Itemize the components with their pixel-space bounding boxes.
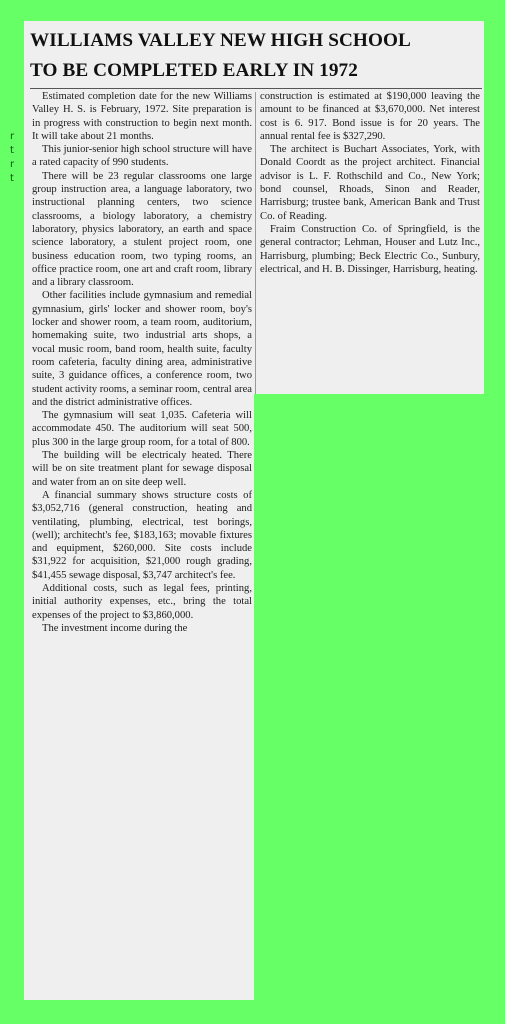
article-paragraph: Fraim Construction Co. of Springfield, is the general contractor; Lehman, Houser and Lutz Inc., Harrisburg, plumbing; Beck Electric Co., Sunbury, electrical, and H. B. Dissinger, Harrisburg, heating. [260, 223, 480, 275]
margin-mark: r [10, 159, 15, 170]
article-paragraph: The gymnasium will seat 1,035. Cafeteria will accommodate 450. The auditorium will seat 500, plus 300 in the large group room, for a total of 800. [32, 410, 252, 448]
article-column-left [32, 90, 252, 635]
article-paragraph: A financial summary shows structure costs of $3,052,716 (general construction, heating and ventilating, plumbing, electrical, test borings, (well); architecht's fee, $183,163; movable fixtures and equipment, $260,000. Site costs include $31,922 for acquisition, $21,000 rough grading, $41,455 sewage disposal, $3,747 architect's fee. [32, 489, 252, 581]
article-paragraph: The architect is Buchart Associates, York, with Donald Coordt as the project architect. Financial advisor is L. F. Rothschild and Co., New York; bond counsel, Rhoads, Sinon and Reader, Harrisburg; trustee bank, American Bank and Trust Co. of Reading. [260, 144, 480, 222]
background-area [254, 394, 486, 1024]
margin-mark: r [10, 131, 15, 142]
headline-line-2: TO BE COMPLETED EARLY IN 1972 [30, 60, 358, 81]
article-paragraph: There will be 23 regular classrooms one large group instruction area, a language laboratory, two instructional planning centers, two science classrooms, a biology laboratory, a chemistry laboratory, physics laboratory, an earth and space science laboratory, a stulent project room, one business education room, two typing rooms, an office practice room, one art and craft room, library and a library classroom. [32, 170, 252, 289]
article-paragraph: Additional costs, such as legal fees, printing, initial authority expenses, etc., bring the total expenses of the project to $3,860,000. [32, 582, 252, 621]
article-paragraph: The building will be electricaly heated. There will be on site treatment plant for sewage disposal and water from an on site deep well. [32, 450, 252, 488]
article-paragraph: Other facilities include gymnasium and remedial gymnasium, girls' locker and shower room, boy's locker and shower room, a team room, auditorium, homemaking suite, two industrial arts shops, a vocal music room, band room, health suite, faculty room cafeteria, faculty dining area, administrative suite, 3 guidance offices, a conference room, two student activity rooms, a seminar room, central area and the district administrative offices. [32, 290, 252, 408]
article-paragraph: This junior-senior high school structure will have a rated capacity of 990 students. [32, 144, 252, 169]
headline-rule [30, 88, 482, 89]
margin-mark: t [10, 173, 14, 184]
article-paragraph: Estimated completion date for the new Williams Valley H. S. is February, 1972. Site preparation is in progress with construction to begin next month. It will take about 21 months. [32, 91, 252, 142]
article-headline [30, 26, 482, 86]
article-paragraph: construction is estimated at $190,000 leaving the amount to be financed at $3,670,000. Net interest cost is 6. 917. Bond issue is for 20 years. The annual rental fee is $327,290. [260, 91, 480, 142]
article-column-right [260, 90, 480, 276]
article-paragraph: The investment income during the [42, 622, 188, 634]
margin-mark: t [10, 145, 14, 156]
margin-marks [10, 130, 20, 186]
headline-line-1: WILLIAMS VALLEY NEW HIGH SCHOOL [30, 30, 411, 51]
